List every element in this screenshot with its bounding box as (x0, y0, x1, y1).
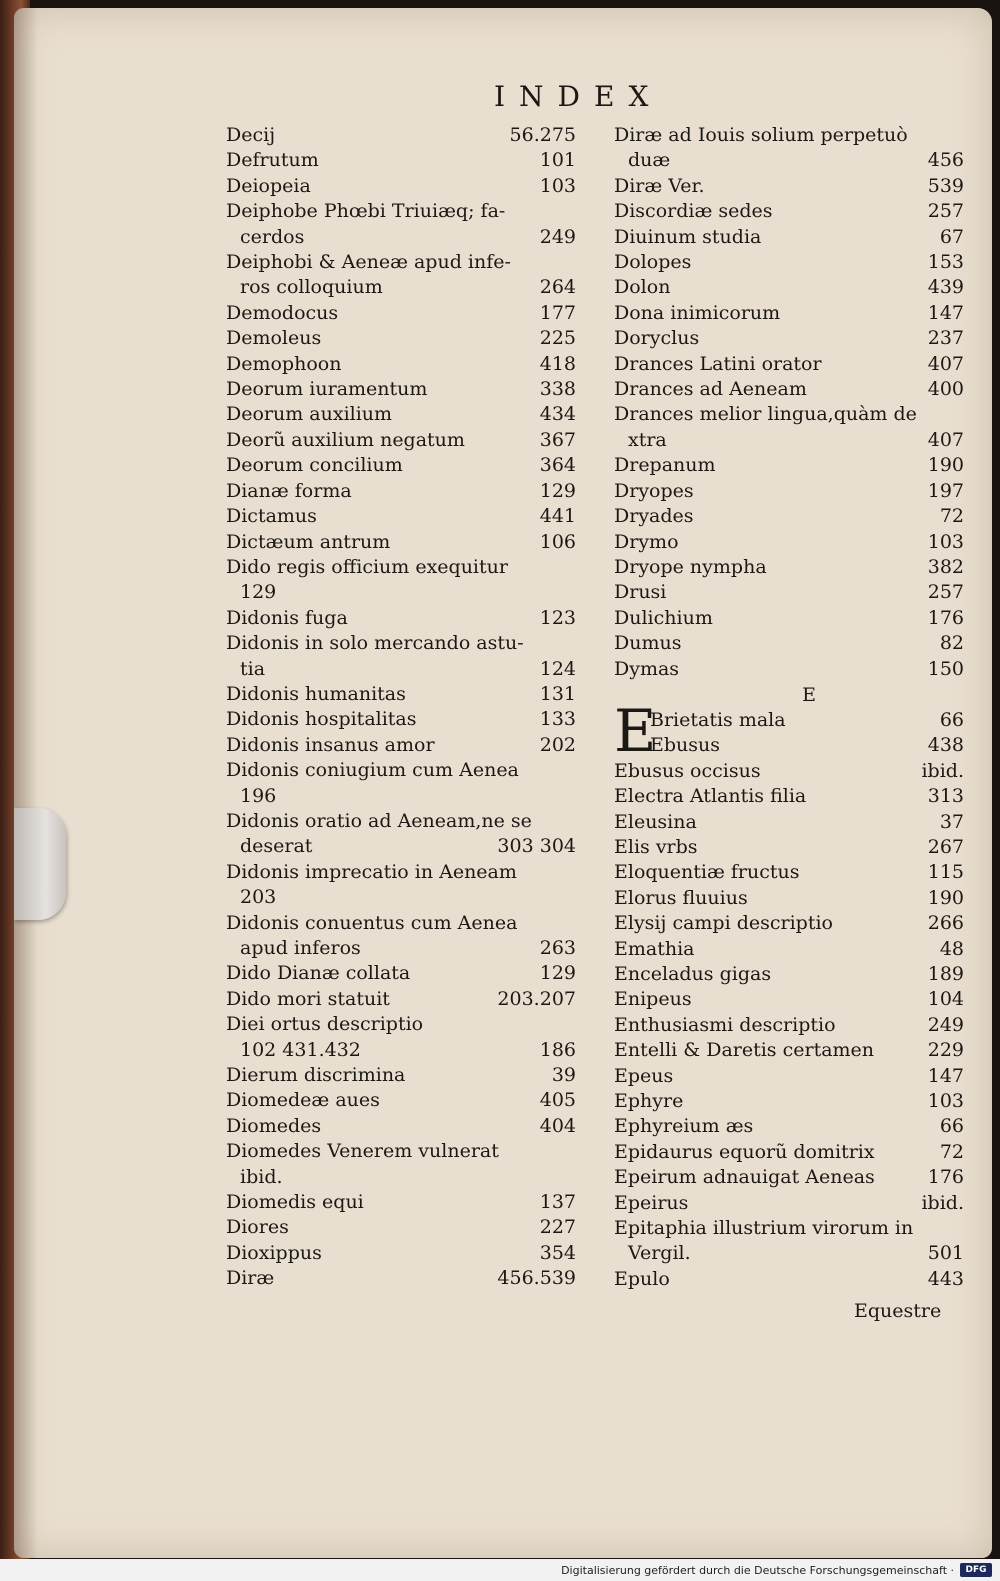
entry-term: Deorum iuramentum (226, 378, 428, 401)
entry-page-number: 237 (927, 327, 964, 350)
entry-term: Dido regis officium exequitur (226, 555, 508, 578)
entry-page-number: 539 (927, 174, 964, 197)
entry-continuation: 102 431.432 (240, 1038, 361, 1061)
index-entry (614, 1114, 964, 1139)
entry-page-number: 176 (927, 606, 964, 629)
entry-term: Dido mori statuit (226, 987, 390, 1010)
entry-page-number: 37 (939, 810, 964, 833)
entry-term: Diomedeæ aues (226, 1089, 380, 1112)
entry-term: Ephyreium æs (614, 1115, 754, 1138)
entry-term: Deorũ auxilium negatum (226, 428, 465, 451)
index-entry (226, 1063, 576, 1088)
entry-page-number: 404 (539, 1114, 576, 1137)
entry-page-number: ibid. (921, 759, 964, 782)
index-entry (614, 275, 964, 300)
entry-term: Diomedes (226, 1114, 322, 1137)
index-entry (614, 504, 964, 529)
index-entry (226, 1114, 576, 1139)
entry-term: Dona inimicorum (614, 301, 781, 324)
entry-continuation: deserat (240, 835, 313, 858)
index-entry (614, 225, 964, 250)
entry-page-number: 257 (927, 200, 964, 223)
entry-term: Drances melior lingua,quàm de (614, 403, 917, 426)
index-entry (650, 708, 964, 733)
entry-continuation: Vergil. (628, 1242, 691, 1265)
entry-page-number: 338 (539, 378, 576, 401)
entry-continuation: 129 (240, 581, 277, 604)
index-entry (226, 733, 576, 758)
entry-term: Electra Atlantis filia (614, 785, 807, 808)
index-entry (614, 962, 964, 987)
entry-page-number: 190 (927, 886, 964, 909)
entry-page-number: 56.275 (509, 124, 576, 146)
entry-term: Elysij campi descriptio (614, 912, 833, 935)
index-entries-d (614, 123, 964, 682)
entry-page-number: 123 (539, 606, 576, 629)
entry-page-number: 443 (927, 1267, 964, 1290)
entry-term: Discordiæ sedes (614, 200, 773, 223)
entry-term: Dioxippus (226, 1241, 322, 1264)
entry-term: Drymo (614, 530, 679, 553)
index-entry (226, 301, 576, 326)
entry-term: Decij (226, 124, 276, 146)
entry-page-number: ibid. (921, 1191, 964, 1214)
entry-page-number: 267 (927, 835, 964, 858)
entry-page-number: 225 (539, 327, 576, 350)
index-entry (226, 987, 576, 1012)
entry-term: Elorus fluuius (614, 886, 748, 909)
entry-page-number: 501 (927, 1242, 964, 1265)
entry-term: Didonis hospitalitas (226, 708, 417, 731)
index-entry (226, 758, 576, 809)
index-entry (226, 250, 576, 301)
entry-page-number: 227 (539, 1216, 576, 1239)
entry-page-number: 382 (927, 555, 964, 578)
index-entry (226, 530, 576, 555)
entry-continuation: ibid. (240, 1165, 283, 1188)
index-entry (614, 1064, 964, 1089)
entry-term: Diomedis equi (226, 1191, 364, 1214)
index-entry (226, 555, 576, 606)
index-entry (226, 707, 576, 732)
index-entry (614, 1267, 964, 1292)
entry-term: Didonis conuentus cum Aenea (226, 911, 518, 934)
decorated-initial: E (614, 696, 657, 765)
entry-page-number: 439 (927, 276, 964, 299)
index-entry (614, 606, 964, 631)
entry-term: Demodocus (226, 301, 339, 324)
entry-term: Demophoon (226, 352, 342, 375)
index-entry (226, 860, 576, 911)
index-entry (614, 937, 964, 962)
entry-page-number: 72 (939, 505, 964, 528)
index-entries-e (614, 759, 964, 1293)
index-entry (614, 759, 964, 784)
entry-term: Deiphobi & Aeneæ apud infe- (226, 251, 511, 274)
index-entry (226, 961, 576, 986)
entry-page-number: 48 (939, 937, 964, 960)
entry-term: Didonis fuga (226, 606, 348, 629)
entry-term: Drances ad Aeneam (614, 378, 807, 401)
entry-term: Epitaphia illustrium virorum in (614, 1217, 914, 1240)
index-entry (226, 1266, 576, 1291)
entry-page-number: 364 (539, 454, 576, 477)
index-entry (226, 148, 576, 173)
entry-page-number: 249 (539, 225, 576, 248)
index-entry (226, 326, 576, 351)
entry-term: Dierum discrimina (226, 1064, 406, 1087)
page-clip (14, 808, 66, 920)
entry-page-number: 147 (927, 301, 964, 324)
entry-page-number: 131 (539, 682, 576, 705)
index-entry (614, 479, 964, 504)
entry-term: Dumus (614, 632, 682, 655)
index-entry (614, 530, 964, 555)
index-entry (614, 174, 964, 199)
entry-page-number: 39 (551, 1064, 576, 1087)
entry-page-number: 405 (539, 1089, 576, 1112)
index-entry (614, 301, 964, 326)
entry-term: Brietatis mala (650, 708, 786, 731)
entry-page-number: 82 (939, 632, 964, 655)
book-page (14, 8, 992, 1558)
index-entry (226, 606, 576, 631)
entry-term: Diræ ad Iouis solium perpetuò (614, 124, 908, 146)
entry-page-number: 264 (539, 276, 576, 299)
entry-page-number: 456.539 (497, 1267, 576, 1290)
index-entry (226, 631, 576, 682)
index-entry (226, 479, 576, 504)
index-entry (614, 860, 964, 885)
index-entry (614, 987, 964, 1012)
entry-term: Didonis insanus amor (226, 733, 435, 756)
dfg-logo: DFG (960, 1563, 992, 1577)
entry-page-number: 67 (939, 225, 964, 248)
index-entry (614, 784, 964, 809)
entry-page-number: 129 (539, 962, 576, 985)
entry-page-number: 177 (539, 301, 576, 324)
entry-term: Elis vrbs (614, 835, 698, 858)
entry-page-number: 153 (927, 251, 964, 274)
index-entry (226, 123, 576, 148)
catchword: Equestre (854, 1300, 942, 1322)
index-entry (650, 733, 964, 758)
entry-page-number: 72 (939, 1140, 964, 1163)
index-entry (226, 174, 576, 199)
entry-page-number: 103 (927, 530, 964, 553)
entry-term: Deiopeia (226, 174, 311, 197)
entry-term: Emathia (614, 937, 695, 960)
entry-page-number: 104 (927, 988, 964, 1011)
entry-term: Diomedes Venerem vulnerat (226, 1140, 499, 1163)
entry-page-number: 106 (539, 530, 576, 553)
entry-page-number: 266 (927, 912, 964, 935)
entry-term: Diræ Ver. (614, 174, 705, 197)
entry-page-number: 229 (927, 1039, 964, 1062)
entry-page-number: 313 (927, 785, 964, 808)
index-entry (614, 886, 964, 911)
index-entry (226, 682, 576, 707)
entry-term: Ebusus occisus (614, 759, 761, 782)
index-entry (614, 402, 964, 453)
index-column-left (226, 123, 576, 1292)
entry-page-number: 434 (539, 403, 576, 426)
entry-term: Didonis humanitas (226, 682, 406, 705)
index-entry (226, 911, 576, 962)
entry-term: Dymas (614, 657, 680, 680)
section-e-first-lines (614, 708, 964, 759)
entry-term: Enipeus (614, 988, 692, 1011)
entry-continuation: duæ (628, 149, 671, 172)
entry-page-number: 400 (927, 378, 964, 401)
entry-page-number: 176 (927, 1166, 964, 1189)
entry-page-number: 407 (927, 428, 964, 451)
entry-term: Didonis oratio ad Aeneam,ne se (226, 809, 532, 832)
index-entry (226, 1190, 576, 1215)
entry-page-number: 303 304 (497, 835, 576, 858)
entry-term: Entelli & Daretis certamen (614, 1039, 875, 1062)
index-entry (226, 1088, 576, 1113)
entry-term: Dianæ forma (226, 479, 352, 502)
entry-term: Deiphobe Phœbi Triuiæq; fa- (226, 200, 506, 223)
entry-term: Diores (226, 1216, 289, 1239)
entry-term: Dryades (614, 505, 694, 528)
index-entry (226, 428, 576, 453)
index-entry (614, 911, 964, 936)
index-entry (614, 1013, 964, 1038)
index-entry (226, 453, 576, 478)
entry-term: Drusi (614, 581, 667, 604)
entry-page-number: 203.207 (497, 987, 576, 1010)
index-entry (614, 1191, 964, 1216)
entry-page-number: 150 (927, 657, 964, 680)
entry-term: Demoleus (226, 327, 322, 350)
entry-continuation: 196 (240, 784, 277, 807)
entry-term: Diei ortus descriptio (226, 1013, 424, 1036)
entry-page-number: 354 (539, 1241, 576, 1264)
index-entry (614, 1089, 964, 1114)
entry-term: Dictæum antrum (226, 530, 391, 553)
entry-page-number: 441 (539, 505, 576, 528)
entry-page-number: 147 (927, 1064, 964, 1087)
entry-term: Ebusus (650, 734, 721, 757)
entry-term: Dolopes (614, 251, 692, 274)
entry-page-number: 438 (927, 734, 964, 757)
entry-term: Dido Dianæ collata (226, 962, 411, 985)
entry-page-number: 257 (927, 581, 964, 604)
entry-term: Doryclus (614, 327, 700, 350)
entry-term: Dictamus (226, 505, 317, 528)
entry-term: Didonis coniugium cum Aenea (226, 759, 519, 782)
entry-page-number: 202 (539, 733, 576, 756)
entry-page-number: 456 (927, 149, 964, 172)
entry-page-number: 66 (939, 708, 964, 731)
index-entry (614, 1140, 964, 1165)
entry-term: Epeus (614, 1064, 674, 1087)
entry-page-number: 418 (539, 352, 576, 375)
entry-term: Didonis imprecatio in Aeneam (226, 860, 517, 883)
index-entry (226, 1241, 576, 1266)
index-entry (614, 1038, 964, 1063)
index-column-right (614, 123, 964, 1292)
section-e-opening (614, 696, 964, 765)
entry-page-number: 263 (539, 937, 576, 959)
entry-term: Eleusina (614, 810, 697, 833)
entry-term: Drances Latini orator (614, 352, 822, 375)
entry-term: Epeirus (614, 1191, 689, 1214)
entry-page-number: 137 (539, 1191, 576, 1214)
index-entry (614, 326, 964, 351)
entry-page-number: 66 (939, 1115, 964, 1138)
index-entry (614, 657, 964, 682)
entry-term: Epeirum adnauigat Aeneas (614, 1166, 875, 1189)
entry-continuation: tia (240, 657, 266, 680)
index-entry (614, 1216, 964, 1267)
entry-term: Enceladus gigas (614, 963, 772, 985)
entry-term: Deorum auxilium (226, 403, 393, 426)
entry-page-number: 189 (927, 963, 964, 985)
section-letter: E (802, 683, 816, 706)
entry-term: Deorum concilium (226, 454, 403, 477)
entry-page-number: 249 (927, 1013, 964, 1036)
index-entry (614, 123, 964, 174)
entry-page-number: 115 (927, 861, 964, 884)
entry-continuation: 203 (240, 886, 277, 909)
entry-page-number: 103 (539, 174, 576, 197)
entry-page-number: 190 (927, 454, 964, 477)
entry-term: Dolon (614, 276, 671, 299)
entry-term: Ephyre (614, 1090, 684, 1113)
footer-text: Digitalisierung gefördert durch die Deutsche Forschungsgemeinschaft · (561, 1564, 954, 1577)
index-entry (226, 809, 576, 860)
index-entry (614, 835, 964, 860)
entry-term: Epulo (614, 1267, 670, 1290)
index-entry (226, 504, 576, 529)
index-entry (226, 1215, 576, 1240)
entry-continuation: ros colloquium (240, 276, 383, 299)
index-entry (226, 402, 576, 427)
entry-term: Defrutum (226, 149, 319, 172)
index-entry (614, 555, 964, 580)
index-entry (614, 1165, 964, 1190)
entry-term: Enthusiasmi descriptio (614, 1013, 836, 1036)
index-entry (614, 631, 964, 656)
index-entry (226, 199, 576, 250)
entry-term: Dryope nympha (614, 555, 767, 578)
entry-page-number: 133 (539, 708, 576, 731)
entry-page-number: 101 (539, 149, 576, 172)
index-entry (614, 580, 964, 605)
index-entry (614, 199, 964, 224)
index-entry (226, 377, 576, 402)
entry-page-number: 129 (539, 479, 576, 502)
entry-page-number: 124 (539, 657, 576, 680)
entry-term: Drepanum (614, 454, 716, 477)
entry-term: Epidaurus equorũ domitrix (614, 1140, 875, 1163)
entry-term: Didonis in solo mercando astu- (226, 632, 524, 655)
entry-term: Eloquentiæ fructus (614, 861, 800, 884)
entry-page-number: 186 (539, 1038, 576, 1061)
index-entry (614, 453, 964, 478)
entry-term: Diræ (226, 1267, 275, 1290)
entry-continuation: cerdos (240, 225, 305, 248)
index-entry (226, 352, 576, 377)
entry-page-number: 197 (927, 479, 964, 502)
index-entry (614, 377, 964, 402)
index-entry (614, 352, 964, 377)
digitization-footer (0, 1559, 1000, 1581)
entry-term: Dryopes (614, 479, 694, 502)
entry-page-number: 407 (927, 352, 964, 375)
entry-continuation: xtra (628, 428, 667, 451)
entry-page-number: 367 (539, 428, 576, 451)
index-entry (226, 1012, 576, 1063)
entry-page-number: 103 (927, 1090, 964, 1113)
entry-term: Dulichium (614, 606, 713, 629)
index-entry (614, 250, 964, 275)
entry-continuation: apud inferos (240, 937, 361, 959)
index-entry (614, 810, 964, 835)
entry-term: Diuinum studia (614, 225, 762, 248)
index-entry (226, 1139, 576, 1190)
page-heading: INDEX (494, 80, 663, 113)
